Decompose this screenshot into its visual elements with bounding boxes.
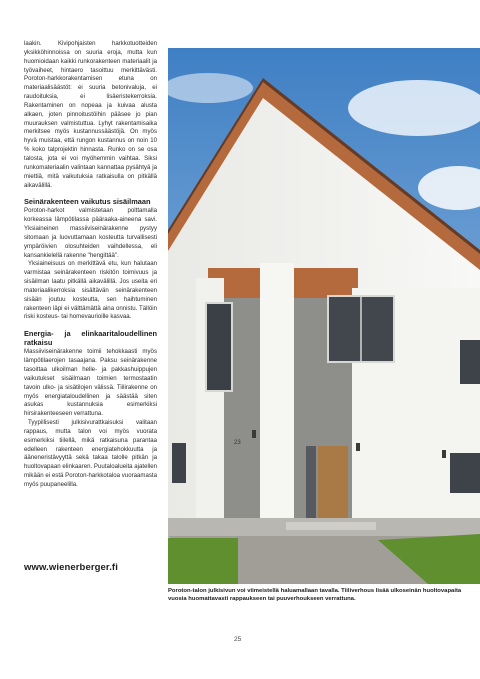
article-column	[24, 40, 157, 490]
house-photo	[168, 48, 480, 584]
lower-right-window	[450, 453, 480, 493]
entrance-door	[318, 446, 348, 522]
wall-light	[252, 430, 256, 438]
wall-light	[356, 443, 360, 451]
central-column	[260, 263, 294, 528]
heading-sisailma: Seinärakenteen vaikutus sisäilmaan	[24, 197, 151, 207]
photo-caption: Poroton-talon julkisivun voi viimeistellä haluamallaan tavalla. Tiiliverhous lisää ulkoseinän huoltovapaita vuosia huomattavasti rappaukseen tai puuverhoukseen verrattuna.	[168, 588, 462, 602]
far-right-window	[460, 340, 480, 384]
house-number: 23	[234, 440, 241, 446]
page-number: 25	[234, 636, 242, 643]
wall-light	[442, 450, 446, 458]
entrance-steps	[286, 522, 376, 530]
intro-paragraph: laakin. Kivipohjaisten harkkotuotteiden yksikköhinnoissa on suuria eroja, mutta kun huomioidaan kaikki runkorakenteen materiaalit ja työvaiheet, hintaero tasoittuu merkittävästi. Poroton-harkkorakentamisen etuna on materiaalisäästöt: ei suuria betonivaluja, ei raudoituksia, ei lisäeristekerroksia. Rakentaminen on nopeaa ja kuivaa alusta alkaen, joten pinnoitustöihin pääsee jo pian muurauksen valmistuttua. Lyhyt rakentamisaika merkitsee myös kustannussäästöjä. On myös hyvä muistaa, että rungon kustannus on noin 10 % koko talprojektin hinnasta. Runko on se osa talosta, jota ei voi myöhemmin vaihtaa. Siksi runkomateriaalin valintaan kannattaa pysähtyä ja miettiä, mitä vaikutuksia ratkaisulla on pitkällä aikavälillä.	[24, 40, 157, 189]
section1-paragraph-2: Yksiaineisuus on merkittävä etu, kun halutaan varmistaa seinärakenteen riskitön toimivuus ja sisäilman laatu pitkällä aikavälillä. Jos useita eri materiaalikerroksia sisältävän seinärakenteen sisään joutuu kosteutta, sen haihtuminen rakenteen läpi ei välttämättä aina onnistu. Tällöin riski kosteus- tai homevaurioille kasvaa.	[24, 260, 157, 321]
heading-energia: Energia- ja elinkaaritaloudellinen ratkaisu	[24, 329, 157, 348]
upper-left-window	[206, 303, 232, 391]
section2-paragraph-1: Massiiviseinärakenne toimii tehokkaasti myös lämpötilaerojen tasaajana. Paksu seinärakenne tasoittaa ulkoilman helle- ja pakkashuippujen vaikutukset sisäilmaan toimien termostaatin tavoin ulko- ja sisätilojen välissä. Tiilirakenne on myös energiataloudellinen ja säästää siten asukas kustannuksia esimerkiksi hirsirakenteeseen verrattuna.	[24, 348, 157, 418]
section1-paragraph-1: Poroton-harkot valmistetaan polttamalla korkeassa lämpötilassa pääraaka-aineena savi. Yksiaineinen massiiviseinärakenne pystyy sitomaan ja luovuttamaan kosteutta turvallisesti ympäröivien olosuhteiden vaihdellessa, eli kansankielellä rakenne "hengittää".	[24, 207, 157, 259]
lawn-left	[168, 538, 238, 584]
website-link[interactable]: www.wienerberger.fi	[24, 562, 118, 573]
lower-left-window	[172, 443, 186, 483]
section2-paragraph-2: Tyypillisesti julkisivurattkaisuksi valitaan rappaus, mutta talon voi myös vuorata esimerkiksi tiilellä, mikä ratkaisuna parantaa edelleen rakenteen energiatehokkuutta ja ääneneristävyyttä sekä takaa talolle pitkän ja huoltovapaan elinkaaren. Puutaloalueita ajatellen mikään ei estä Poroton-harkkotaloa vuoraamasta myös puupaneelilla.	[24, 419, 157, 488]
